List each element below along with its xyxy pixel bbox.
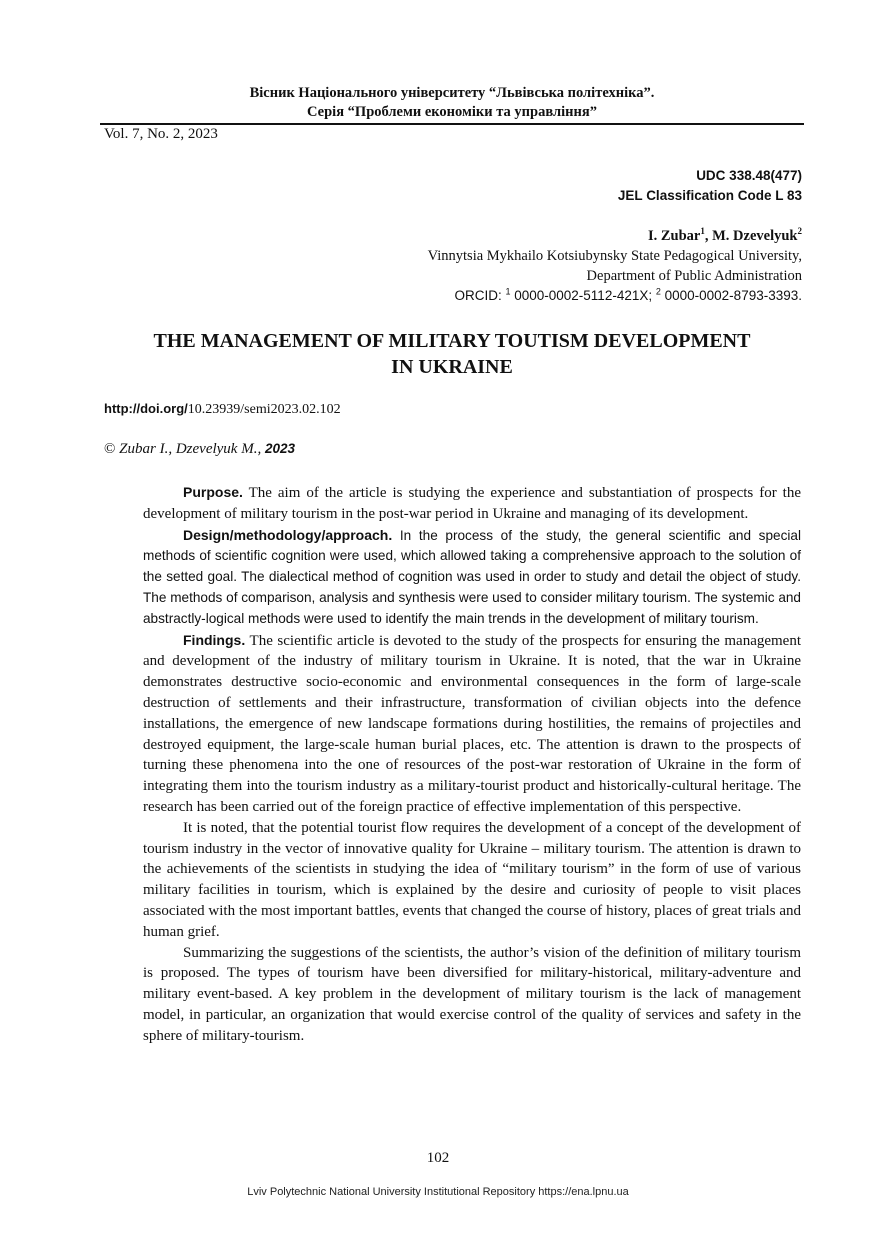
orcid-1: 0000-0002-5112-421X; [510, 288, 656, 303]
title-line-2: IN UKRAINE [391, 356, 513, 378]
udc-code: UDC 338.48(477) [696, 168, 802, 183]
author-2: M. Dzevelyuk [712, 228, 798, 244]
journal-series: Серія “Проблеми економіки та управління” [307, 104, 597, 120]
journal-name: Вісник Національного університету “Львівська політехніка”. [249, 85, 655, 101]
orcid-2-mark: 2 [655, 286, 661, 297]
article-title [100, 328, 804, 380]
findings-label: Findings. [183, 631, 246, 648]
doi-link[interactable] [104, 401, 341, 418]
design-text: In the process of the study, the general scientific and special methods of scientific cognition were used, which allowed taking a comprehensive approach to the solution of the setted goal. The dialectical method of cognition was used in order to study and detail the object of study. The methods of comparison, analysis and synthesis were used to consider military tourism. The systemic and abstractly-logical methods were used to identify the main trends in the development of military tourism. [143, 527, 801, 626]
affiliation-department: Department of Public Administration [586, 268, 802, 284]
orcid-2: 0000-0002-8793-3393. [660, 288, 802, 303]
orcid-1-mark: 1 [505, 286, 511, 297]
findings-paragraph-3: Summarizing the suggestions of the scientists, the author’s vision of the definition of military tourism is proposed. The types of tourism have been diversified for military-historical, military-adventure and military event-based. A key problem in the development of military tourism is the lack of management model, in particular, an organization that would exercise control of the quality of services and safety in the sphere of military-tourism. [143, 944, 801, 1044]
findings-text: The scientific article is devoted to the study of the prospects for ensuring the management and development of the industry of military tourism in Ukraine. It is noted, that the war in Ukraine demonstrates destructive socio-economic and environmental consequences in the form of large-scale destruction of settlements and their infrastructure, transformation of civilian objects into the defence installations, the emergence of new landscape formations during hostilities, the remains of projectiles and destroyed equipment, the large-scale human burial places, etc. The attention is drawn to the prospects of turning these phenomena into the one of resources of the post-war restoration of Ukraine in the form of integrating them into the tourism industry as a military-tourist product and historically-cultural heritage. The research has been carried out of the foreign practice of effective implementation of this perspective. [143, 632, 801, 815]
copyright-authors: Zubar I., Dzevelyuk M., [115, 441, 265, 457]
orcid-line [428, 286, 802, 306]
author-separator: , [704, 228, 713, 244]
title-line-1: THE MANAGEMENT OF MILITARY TOUTISM DEVELOPMENT [153, 330, 751, 352]
page-number: 102 [426, 1150, 450, 1166]
repository-footer: Lviv Polytechnic National University Institutional Repository https://ena.lpnu.ua [247, 1186, 629, 1198]
header-divider [100, 123, 804, 125]
volume-info: Vol. 7, No. 2, 2023 [104, 126, 218, 142]
author-1: I. Zubar [647, 228, 701, 244]
author-names [428, 226, 802, 246]
jel-code: JEL Classification Code L 83 [617, 188, 802, 203]
design-paragraph [143, 525, 801, 630]
design-label: Design/methodology/approach. [183, 526, 393, 543]
doi-suffix: 10.23939/semi2023.02.102 [187, 402, 341, 417]
authors-block [428, 226, 802, 306]
copyright-line [104, 441, 295, 458]
abstract [143, 482, 801, 1047]
copyright-symbol: © [104, 441, 116, 457]
findings-paragraph [143, 630, 801, 818]
orcid-label: ORCID: [454, 288, 506, 303]
doi-prefix: http://doi.org/ [104, 401, 188, 416]
affiliation-university: Vinnytsia Mykhailo Kotsiubynsky State Pedagogical University, [427, 248, 802, 264]
findings-paragraph-2: It is noted, that the potential tourist flow requires the development of a concept of the development of tourism industry in the vector of innovative quality for Ukraine – military tourism. The attention is drawn to the achievements of the scientists in studying the idea of “military tourism” in the form of use of various military facilities in tourism, which is explained by the desire and curiosity of people to visit places associated with the most important battles, events that changed the course of history, places of great trials and human grief. [143, 819, 801, 940]
journal-header [100, 84, 804, 122]
purpose-label: Purpose. [183, 484, 243, 500]
copyright-year: 2023 [264, 441, 295, 456]
author-1-affiliation-mark: 1 [700, 226, 705, 237]
purpose-text: The aim of the article is studying the experience and substantiation of prospects for the development of military tourism in the post-war period in Ukraine and managing of its development. [143, 485, 801, 522]
author-2-affiliation-mark: 2 [797, 226, 802, 237]
purpose-paragraph [143, 482, 801, 525]
classification-block [618, 166, 802, 206]
